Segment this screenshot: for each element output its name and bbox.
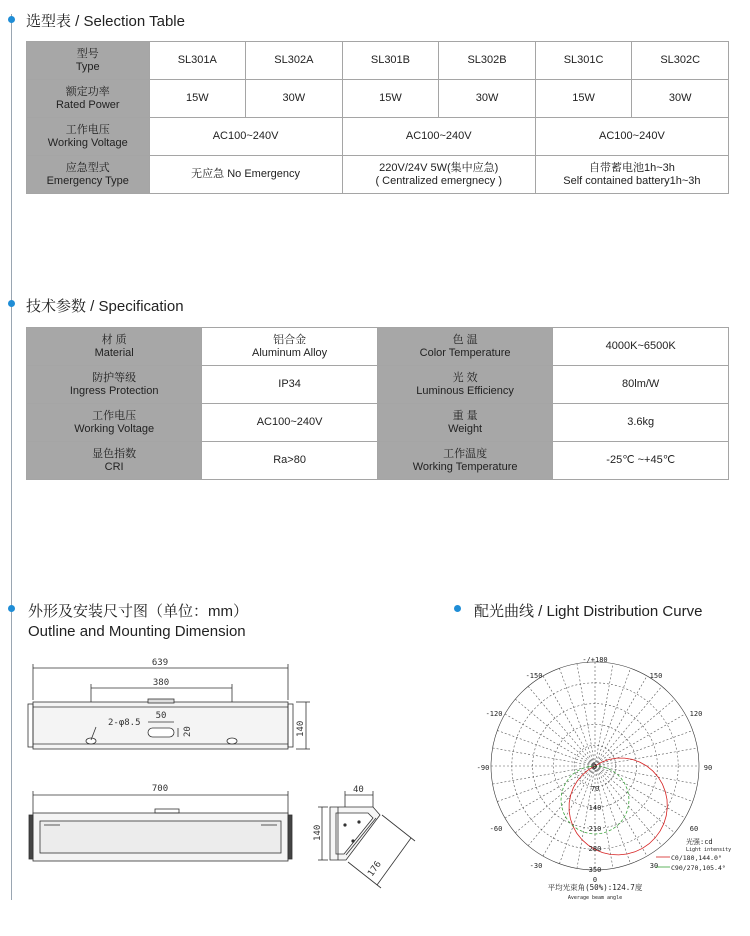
angle-label: 60 xyxy=(689,825,699,833)
row-header xyxy=(377,404,552,442)
table-cell: Ra>80 xyxy=(202,442,378,480)
header-en: Luminous Efficiency xyxy=(416,384,514,397)
angle-label: -30 xyxy=(529,862,543,870)
table-cell: AC100~240V xyxy=(149,118,342,156)
table-row xyxy=(27,328,729,366)
cell-line: 自带蓄电池1h~3h xyxy=(588,161,675,174)
header-en: CRI xyxy=(104,460,124,473)
spec-title: 技术参数 / Specification xyxy=(26,298,184,315)
angle-label: -60 xyxy=(489,825,503,833)
beam-angle-en: Average beam angle xyxy=(567,895,623,901)
header-en: Emergency Type xyxy=(46,174,129,187)
row-header xyxy=(377,366,552,404)
legend-c90: C90/270,105.4° xyxy=(671,864,726,872)
angle-label: 120 xyxy=(689,710,703,718)
table-row xyxy=(27,366,729,404)
table-row xyxy=(27,156,729,194)
table-cell: SL301C xyxy=(535,42,632,80)
table-cell: 4000K~6500K xyxy=(553,328,729,366)
section-bullet xyxy=(8,605,15,612)
row-header xyxy=(27,118,150,156)
header-en: Rated Power xyxy=(55,98,120,111)
legend-c0: C0/180,144.0° xyxy=(671,854,722,862)
c0-curve xyxy=(569,758,667,855)
cell-line: ( Centralized emergnecy ) xyxy=(375,174,503,187)
outline-title-en: Outline and Mounting Dimension xyxy=(28,623,246,640)
header-cn: 防护等级 xyxy=(92,371,137,384)
table-cell: 3.6kg xyxy=(553,404,729,442)
ring-label: 70 xyxy=(590,785,600,793)
section-bullet xyxy=(8,300,15,307)
table-cell: IP34 xyxy=(202,366,378,404)
light-distribution-chart xyxy=(468,650,738,905)
header-en: Working Voltage xyxy=(74,422,155,435)
selection-table xyxy=(26,41,729,194)
row-header xyxy=(27,442,202,480)
header-cn: 重 量 xyxy=(452,409,478,422)
table-cell: 15W xyxy=(535,80,632,118)
header-cn: 额定功率 xyxy=(65,85,110,98)
header-en: Weight xyxy=(448,422,483,435)
header-cn: 材 质 xyxy=(101,333,127,346)
cell-line: 220V/24V 5W(集中应急) xyxy=(379,161,499,174)
table-row xyxy=(27,42,729,80)
selection-title: 选型表 / Selection Table xyxy=(26,13,185,30)
header-en: Type xyxy=(75,60,100,73)
row-header xyxy=(27,328,202,366)
header-cn: 色 温 xyxy=(452,333,478,346)
row-header xyxy=(27,404,202,442)
header-cn: 型号 xyxy=(76,47,99,60)
table-cell: -25℃ ~+45℃ xyxy=(553,442,729,480)
table-cell: SL301B xyxy=(342,42,439,80)
cell-line: 铝合金 xyxy=(273,333,307,346)
dim-hole-diameter: 2-φ8.5 xyxy=(108,718,141,728)
curve-title: 配光曲线 / Light Distribution Curve xyxy=(474,603,703,620)
beam-angle: 平均光束角(50%):124.7度 xyxy=(547,883,643,892)
dim-slot-height: 20 xyxy=(183,726,193,737)
row-header xyxy=(27,156,150,194)
legend-subtitle: Light intensity xyxy=(686,847,732,853)
header-cn: 工作电压 xyxy=(65,123,110,136)
cell-line: Self contained battery1h~3h xyxy=(563,174,701,187)
header-en: Ingress Protection xyxy=(69,384,159,397)
dim-length: 700 xyxy=(151,784,169,794)
angle-label: 150 xyxy=(649,672,663,680)
outline-title-cn: 外形及安装尺寸图（单位：mm） xyxy=(28,603,248,620)
table-cell: 15W xyxy=(149,80,246,118)
dim-slot-width: 50 xyxy=(155,711,167,721)
table-cell xyxy=(342,156,535,194)
table-row xyxy=(27,118,729,156)
dim-end-top: 40 xyxy=(353,785,364,795)
table-cell: 80lm/W xyxy=(553,366,729,404)
table-row xyxy=(27,442,729,480)
table-cell: SL302C xyxy=(632,42,729,80)
spec-table xyxy=(26,327,729,480)
cell-line: Aluminum Alloy xyxy=(251,346,328,359)
header-cn: 显色指数 xyxy=(92,447,137,460)
header-cn: 工作温度 xyxy=(443,447,488,460)
table-cell: 30W xyxy=(632,80,729,118)
ring-label: 210 xyxy=(588,825,602,833)
row-header xyxy=(27,42,150,80)
angle-label: 90 xyxy=(703,764,713,772)
section-bullet xyxy=(8,16,15,23)
section-bullet xyxy=(454,605,461,612)
row-header xyxy=(27,80,150,118)
header-cn: 应急型式 xyxy=(65,161,110,174)
angle-label: 0 xyxy=(592,876,598,884)
row-header xyxy=(377,328,552,366)
row-header xyxy=(27,366,202,404)
dim-end-height: 140 xyxy=(313,824,323,841)
dim-diagonal: 176 xyxy=(366,859,384,879)
table-row xyxy=(27,80,729,118)
header-en: Color Temperature xyxy=(419,346,511,359)
table-cell: SL301A xyxy=(149,42,246,80)
table-cell: 30W xyxy=(246,80,343,118)
table-cell: AC100~240V xyxy=(535,118,728,156)
angle-label: 30 xyxy=(649,862,659,870)
table-cell: SL302B xyxy=(439,42,536,80)
table-cell: 15W xyxy=(342,80,439,118)
table-cell xyxy=(535,156,728,194)
header-en: Working Temperature xyxy=(412,460,518,473)
legend-title: 光强:cd xyxy=(686,838,713,846)
dim-height: 140 xyxy=(296,720,306,737)
header-en: Working Voltage xyxy=(47,136,128,149)
center-label: 0 xyxy=(592,763,598,771)
table-cell: SL302A xyxy=(246,42,343,80)
angle-label: -/+180 xyxy=(582,656,608,664)
header-cn: 光 效 xyxy=(452,371,478,384)
header-cn: 工作电压 xyxy=(92,409,137,422)
ring-label: 350 xyxy=(588,866,602,874)
section-guide-line xyxy=(11,14,12,900)
row-header xyxy=(377,442,552,480)
ring-label: 140 xyxy=(588,804,602,812)
angle-label: -120 xyxy=(485,710,503,718)
table-cell: 30W xyxy=(439,80,536,118)
outline-drawing xyxy=(20,655,420,900)
table-cell: AC100~240V xyxy=(202,404,378,442)
angle-label: -90 xyxy=(476,764,490,772)
table-cell xyxy=(202,328,378,366)
dim-holes: 380 xyxy=(152,678,170,688)
ring-label: 280 xyxy=(588,845,602,853)
table-row xyxy=(27,404,729,442)
table-cell: AC100~240V xyxy=(342,118,535,156)
table-cell xyxy=(149,156,342,194)
header-en: Material xyxy=(94,346,134,359)
angle-label: -150 xyxy=(525,672,543,680)
dim-overall: 639 xyxy=(151,658,169,668)
cell-line: 无应急 No Emergency xyxy=(191,168,300,180)
